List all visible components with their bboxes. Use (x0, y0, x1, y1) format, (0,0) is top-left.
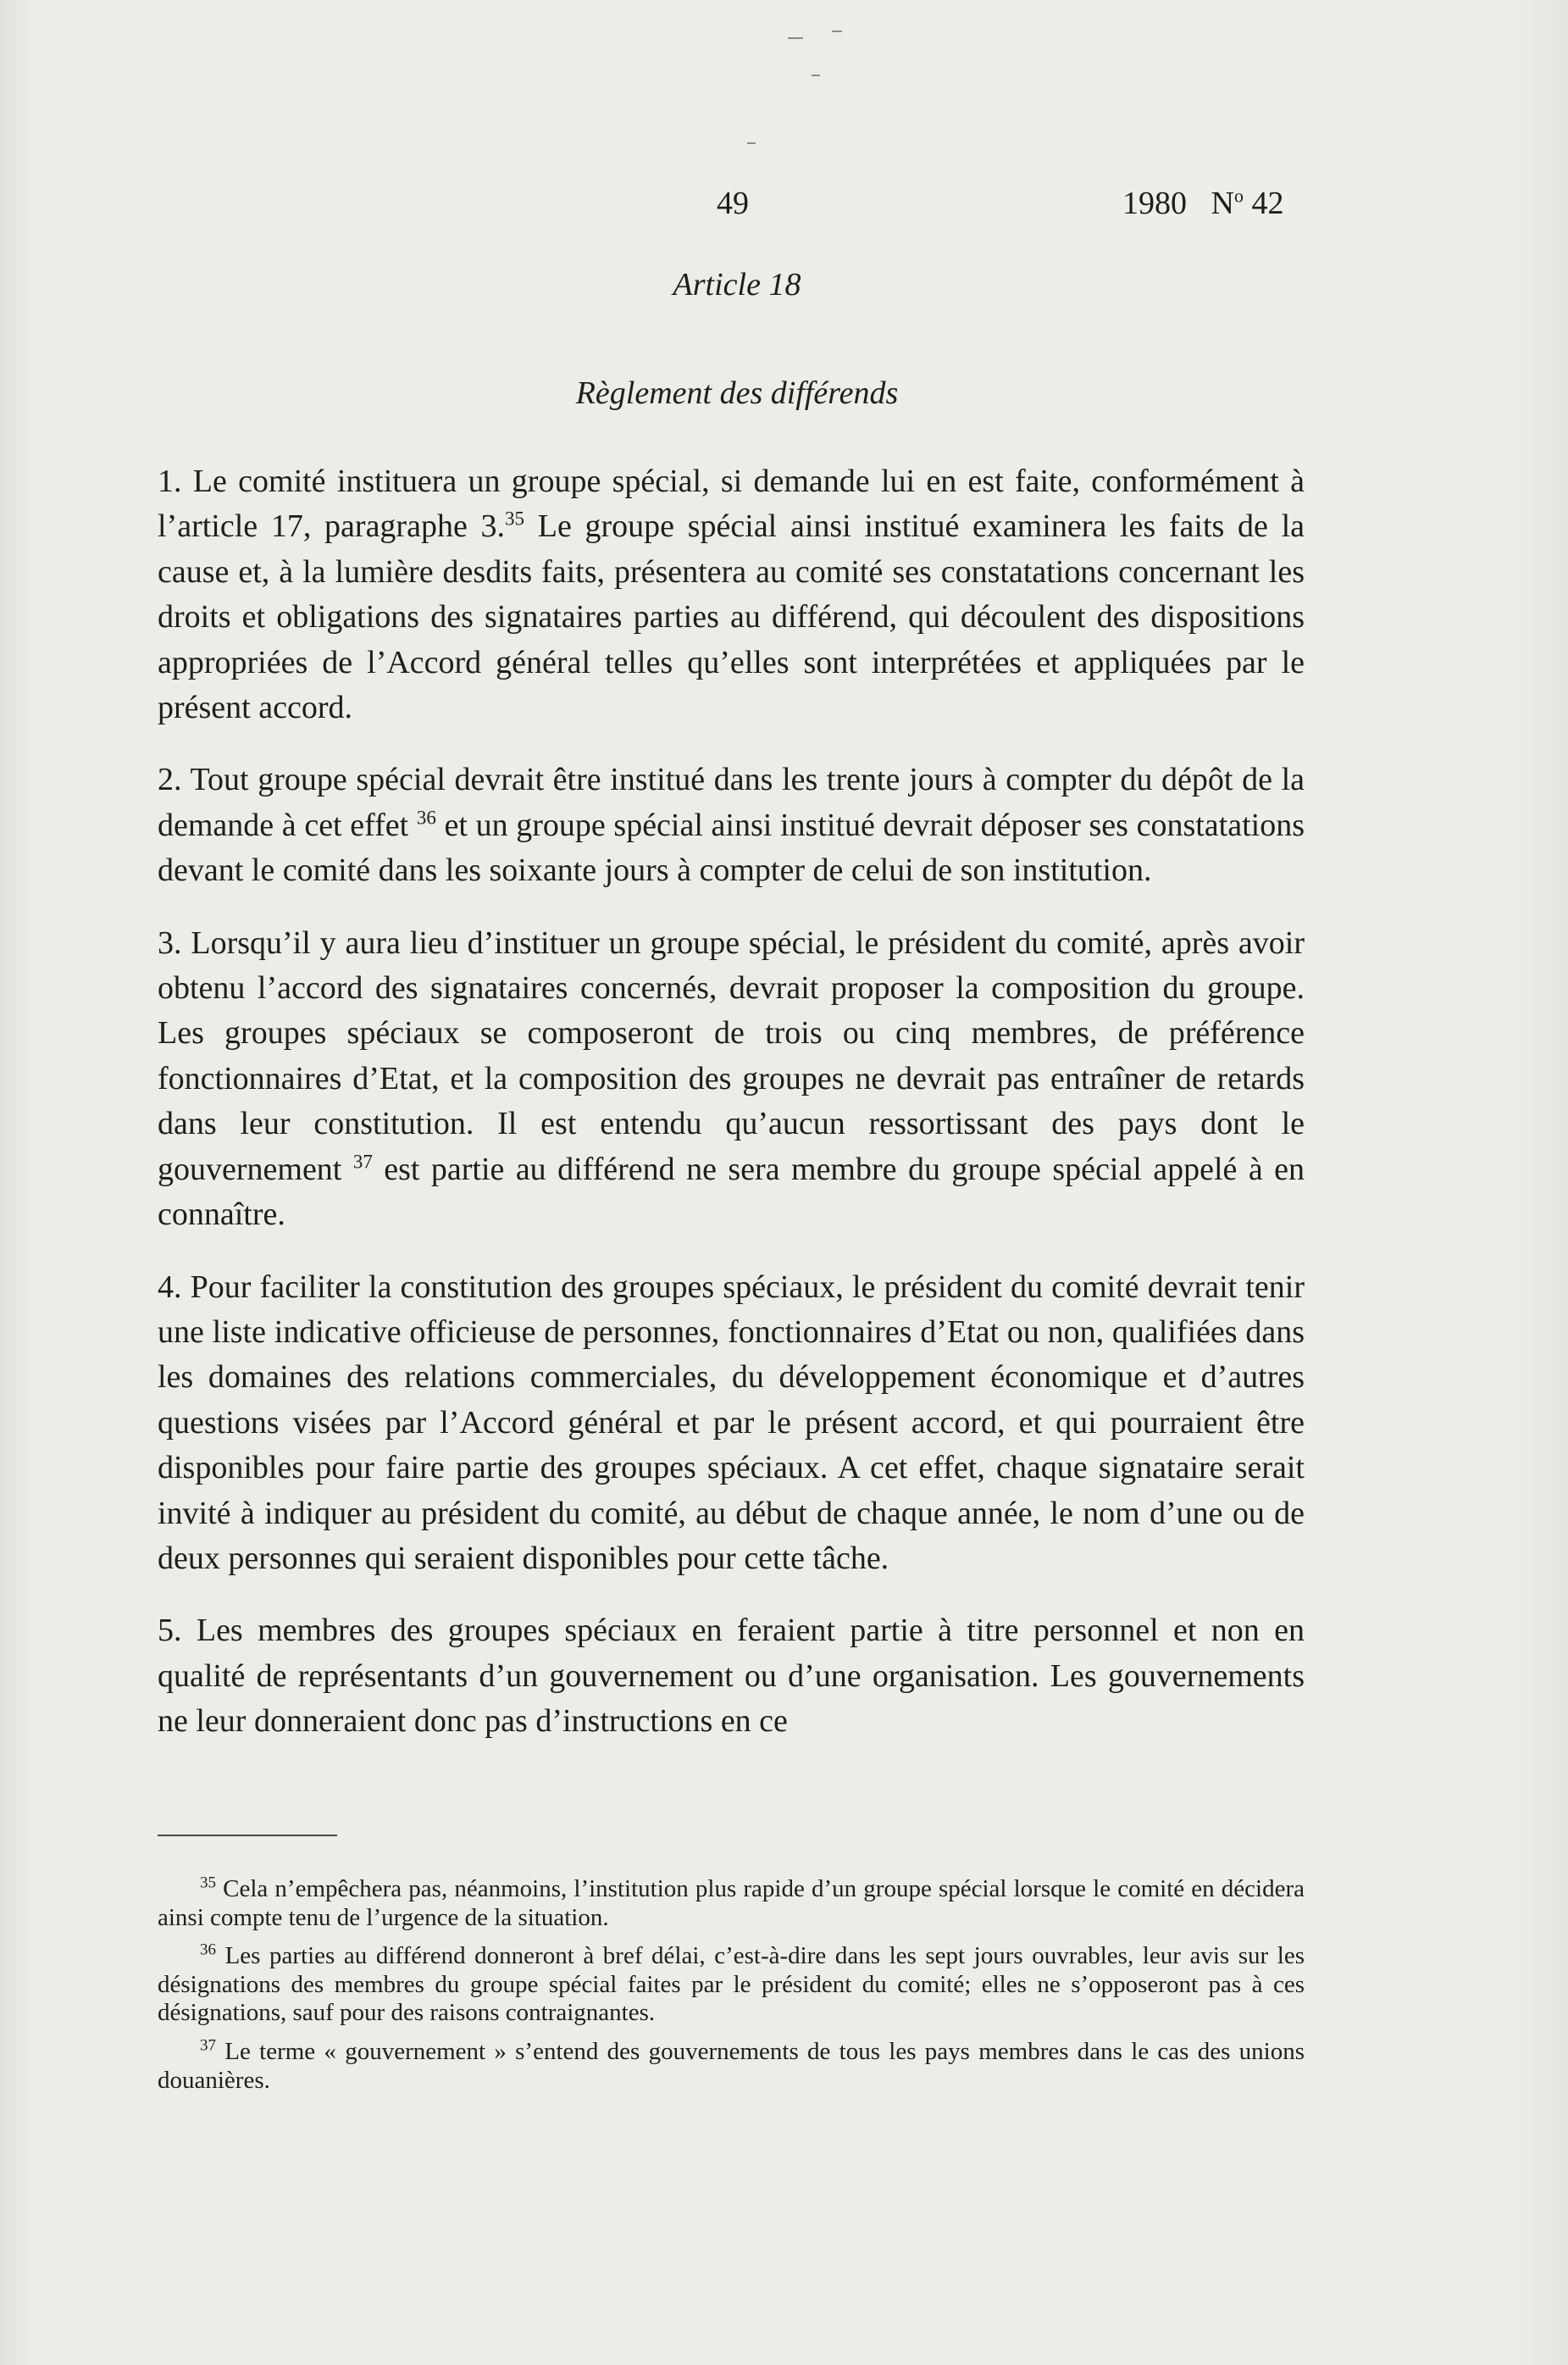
paragraph-4 (158, 1265, 1305, 1582)
scan-mark (747, 142, 756, 144)
footnote-number: 37 (200, 2036, 216, 2055)
document-year: 1980 (1122, 186, 1187, 221)
paragraph-text: est partie au différend ne sera membre du groupe spécial appelé à en connaître. (158, 1151, 1305, 1233)
scan-mark (788, 37, 803, 39)
footnote-number: 36 (200, 1940, 216, 1959)
footnote-text: Le terme « gouvernement » s’entend des gouvernements de tous les pays membres dans le cas des unions douanières. (158, 2037, 1305, 2094)
footnotes (158, 1875, 1305, 2105)
footnote-35 (158, 1875, 1305, 1932)
paragraph-2 (158, 758, 1305, 893)
footnote-number: 35 (200, 1874, 216, 1892)
footnote-37 (158, 2038, 1305, 2095)
footnote-36 (158, 1942, 1305, 2028)
article-subtitle: Règlement des différends (575, 375, 899, 411)
document-reference (1122, 185, 1283, 222)
paragraph-text: Le groupe spécial ainsi institué examinera les faits de la cause et, à la lumière desdits faits, présentera au comité ses constatations concernant les droits et obligations des signataires parties au différend, qui découlent des dispositions appropriées de l’Accord général telles qu’elles sont interprétées et appliquées par le présent accord. (158, 508, 1305, 726)
paragraph-5 (158, 1608, 1305, 1744)
paragraph-text: 3. Lorsqu’il y aura lieu d’instituer un groupe spécial, le président du comité, après avoir obtenu l’accord des signataires concernés, devrait proposer la composition du groupe. Les groupes spéciaux se composeront de trois ou cinq membres, de préférence fonctionnaires d’Etat, et la composition des groupes ne devrait pas entraîner de retards dans leur constitution. Il est entendu qu’aucun ressortissant des pays dont le gouvernement (158, 924, 1305, 1187)
scan-mark (832, 31, 842, 32)
article-body (158, 459, 1305, 1772)
footnote-divider (158, 1835, 337, 1836)
document-number-prefix: N (1211, 186, 1234, 221)
footnote-ref-36: 36 (416, 807, 436, 829)
document-number: 42 (1251, 186, 1284, 221)
article-title: Article 18 (673, 267, 801, 303)
page-number: 49 (717, 186, 749, 221)
footnote-text: Les parties au différend donneront à bref délai, c’est-à-dire dans les sept jours ouvrables, leur avis sur les désignations des membres du groupe spécial faites par le président du comité; elles ne s’opposeront pas à ces désignations, sauf pour des raisons contraignantes. (158, 1942, 1305, 2027)
document-number-superscript: o (1233, 185, 1244, 207)
paragraph-text: 2. Tout groupe spécial devrait être institué dans les trente jours à compter du dépôt de la demande à cet effet (158, 762, 1305, 843)
paragraph-text: 5. Les membres des groupes spéciaux en feraient partie à titre personnel et non en qualité de représentants d’un gouvernement ou d’une organisation. Les gouvernements ne leur donneraient donc pas d’instructions en ce (158, 1613, 1305, 1740)
paragraph-text: 4. Pour faciliter la constitution des groupes spéciaux, le président du comité devrait tenir une liste indicative officieuse de personnes, fonctionnaires d’Etat ou non, qualifiées dans les domaines des relations commerciales, du développement économique et d’autres questions visées par l’Accord général et par le présent accord, et qui pourraient être disponibles pour faire partie des groupes spéciaux. A cet effet, chaque signataire serait invité à indiquer au président du comité, au début de chaque année, le nom d’une ou de deux personnes qui seraient disponibles pour cette tâche. (158, 1269, 1305, 1576)
footnote-ref-37: 37 (352, 1151, 373, 1173)
paragraph-text: 1. Le comité instituera un groupe spécial, si demande lui en est faite, conformément à l’article 17, paragraphe 3. (158, 464, 1305, 545)
footnote-ref-35: 35 (505, 508, 525, 530)
paragraph-3 (158, 921, 1305, 1238)
footnote-text: Cela n’empêchera pas, néanmoins, l’institution plus rapide d’un groupe spécial lorsque le comité en décidera ainsi compte tenu de l’urgence de la situation. (158, 1875, 1305, 1931)
scan-mark (812, 75, 820, 76)
paragraph-text: et un groupe spécial ainsi institué devrait déposer ses constatations devant le comité dans les soixante jours à compter de celui de son institution. (158, 807, 1305, 889)
paragraph-1 (158, 459, 1305, 730)
